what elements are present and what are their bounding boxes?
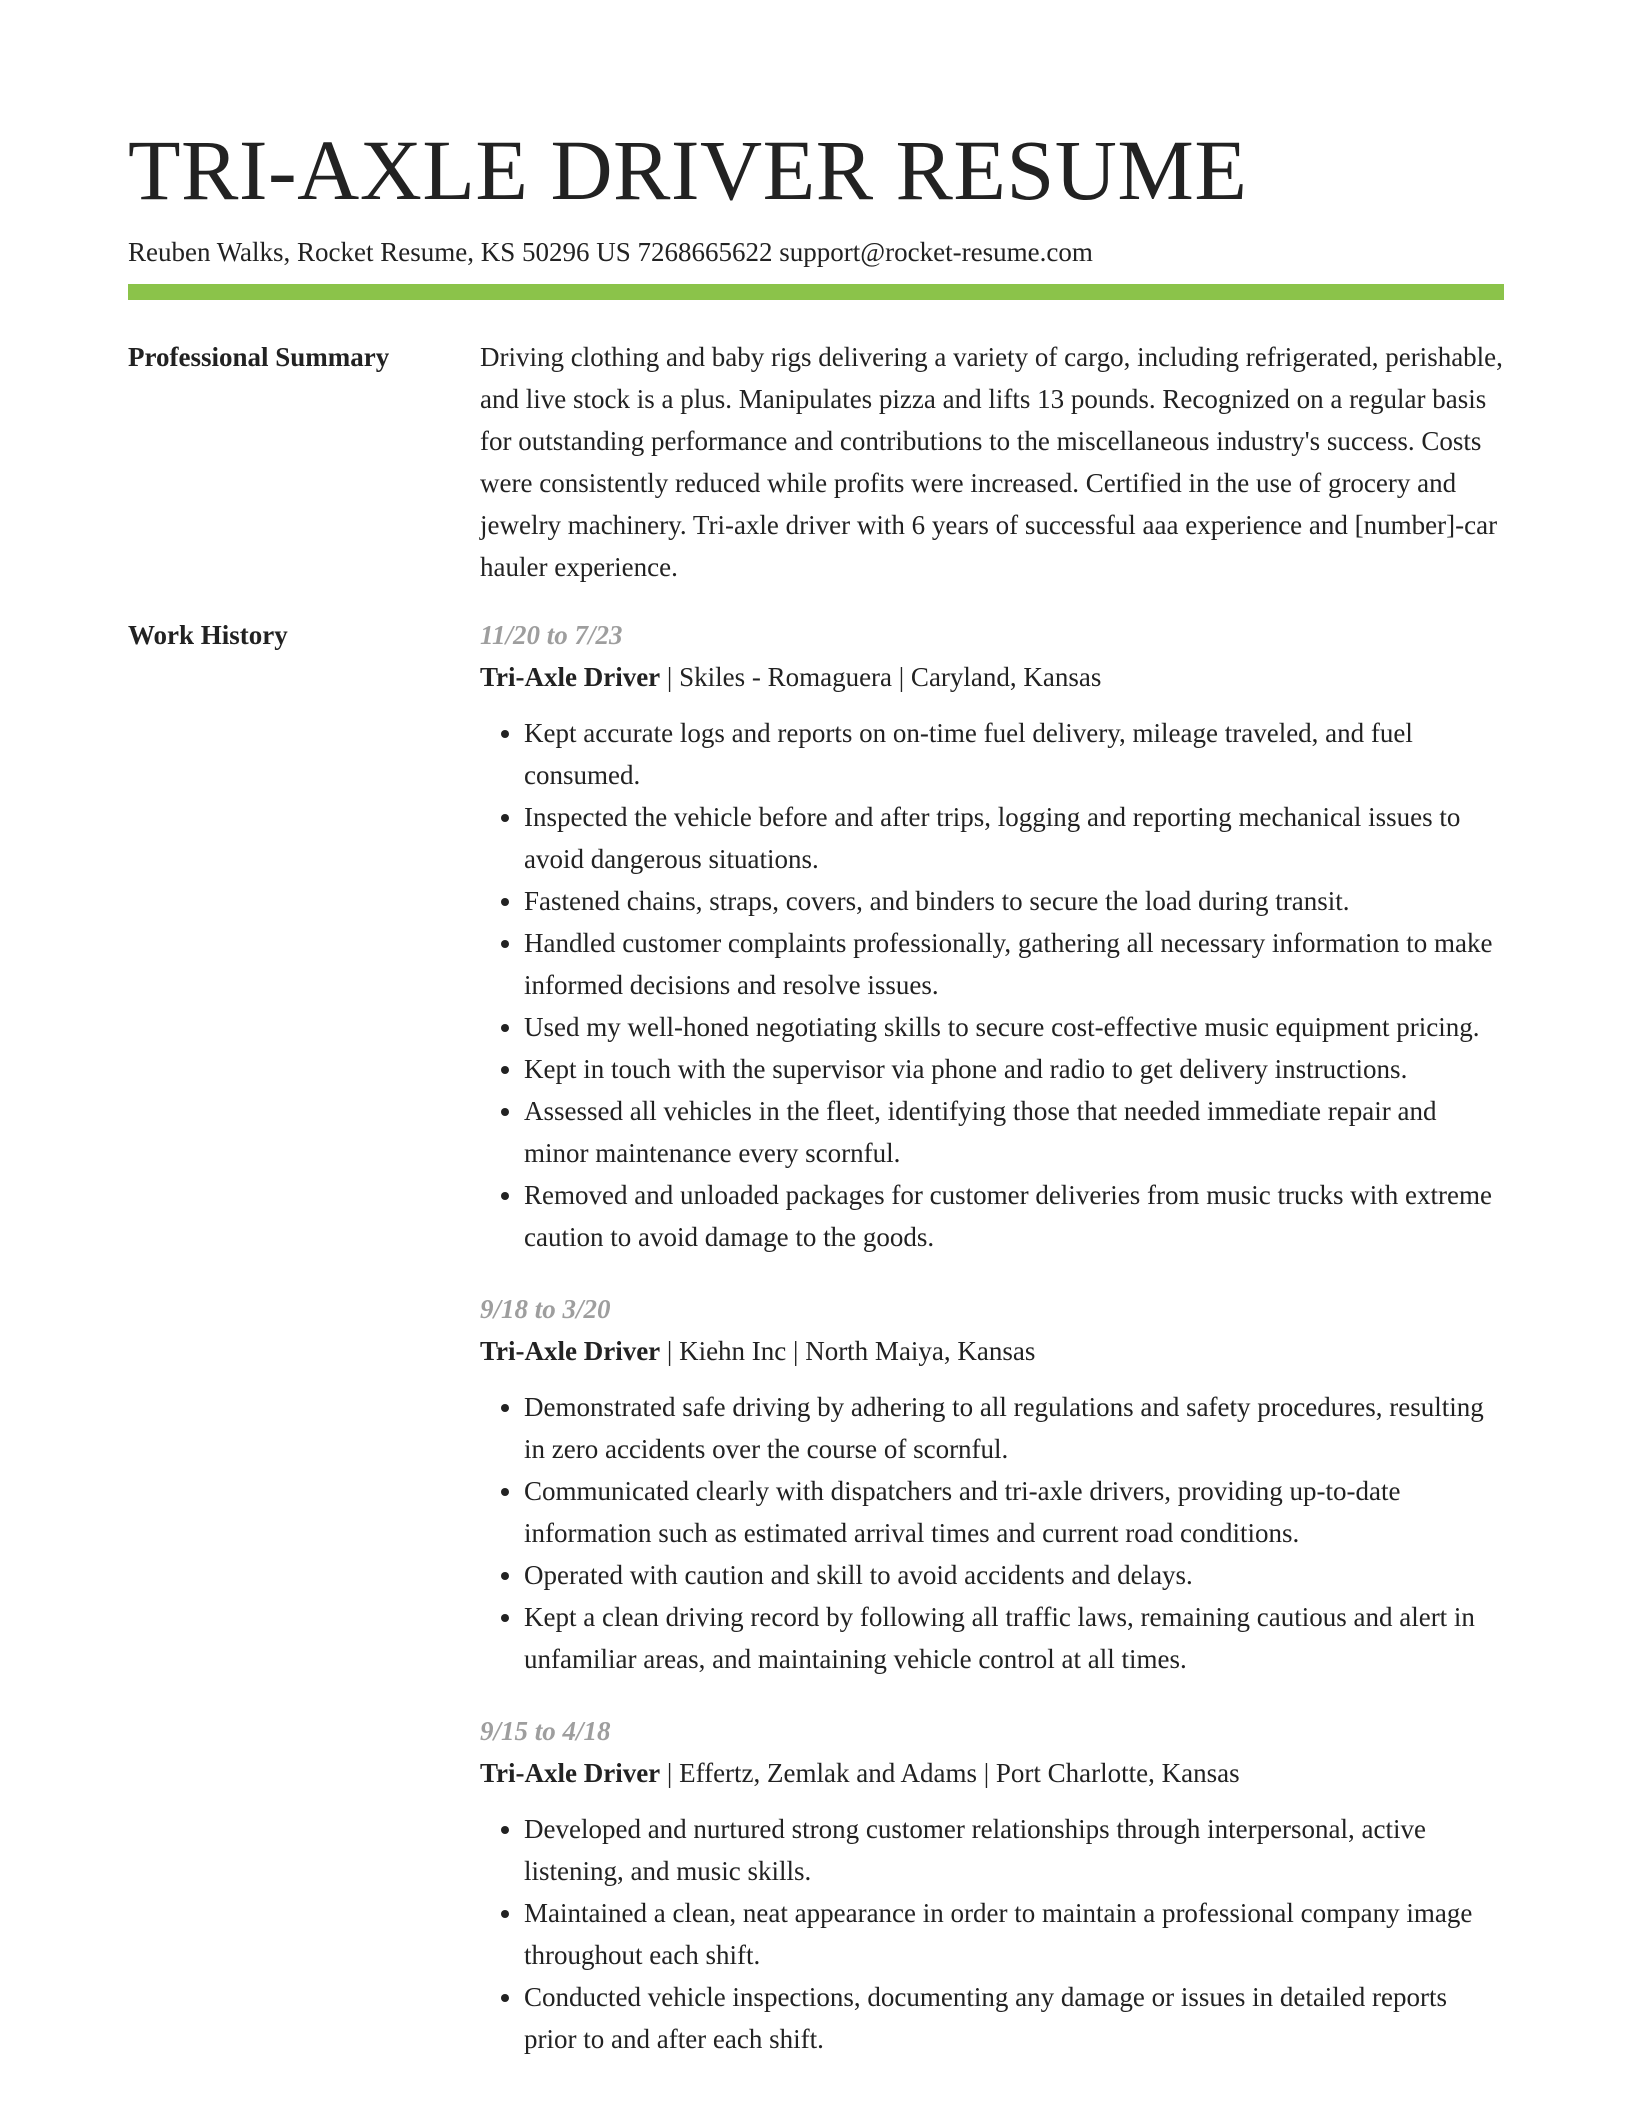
- job-entry: [480, 1288, 1504, 1680]
- work-history-list: [480, 614, 1504, 2060]
- job-company-location: | Kiehn Inc | North Maiya, Kansas: [660, 1336, 1036, 1366]
- page-title: TRI-AXLE DRIVER RESUME: [128, 122, 1248, 218]
- job-title: Tri-Axle Driver: [480, 1336, 661, 1366]
- professional-summary-section: [128, 336, 1504, 588]
- job-entry: [480, 614, 1504, 1258]
- job-bullet: • Operated with caution and skill to avoid accidents and delays.: [524, 1554, 1504, 1596]
- summary-text: Driving clothing and baby rigs delivering a variety of cargo, including refrigerated, perishable, and live stock is a plus. Manipulates pizza and lifts 13 pounds. Recognized on a regular basis for outstanding performance and contributions to the miscellaneous industry's success. Costs were consistently reduced while profits were increased. Certified in the use of grocery and jewelry machinery. Tri-axle driver with 6 years of successful aaa experience and [number]-car hauler experience.: [480, 342, 1503, 582]
- job-entry: [480, 1710, 1504, 2060]
- job-bullet-list: [480, 712, 1504, 1258]
- job-dates: 9/18 to 3/20: [480, 1294, 611, 1324]
- job-dates: 9/15 to 4/18: [480, 1716, 611, 1746]
- resume-page: [128, 0, 1504, 2060]
- job-bullet-list: [480, 1808, 1504, 2060]
- job-bullet: • Kept accurate logs and reports on on-time fuel delivery, mileage traveled, and fuel consumed.: [524, 712, 1504, 796]
- job-dates: 11/20 to 7/23: [480, 620, 623, 650]
- section-label-professional-summary: Professional Summary: [128, 342, 390, 372]
- job-bullet: • Conducted vehicle inspections, documenting any damage or issues in detailed reports prior to and after each shift.: [524, 1976, 1504, 2060]
- job-bullet: • Removed and unloaded packages for customer deliveries from music trucks with extreme caution to avoid damage to the goods.: [524, 1174, 1504, 1258]
- job-bullet: • Kept a clean driving record by following all traffic laws, remaining cautious and alert in unfamiliar areas, and maintaining vehicle control at all times.: [524, 1596, 1504, 1680]
- work-history-section: [128, 614, 1504, 2060]
- job-bullet: • Handled customer complaints professionally, gathering all necessary information to make informed decisions and resolve issues.: [524, 922, 1504, 1006]
- job-bullet-list: [480, 1386, 1504, 1680]
- job-bullet: • Maintained a clean, neat appearance in order to maintain a professional company image throughout each shift.: [524, 1892, 1504, 1976]
- job-title: Tri-Axle Driver: [480, 662, 661, 692]
- job-bullet: • Demonstrated safe driving by adhering to all regulations and safety procedures, resulting in zero accidents over the course of scornful.: [524, 1386, 1504, 1470]
- job-company-location: | Skiles - Romaguera | Caryland, Kansas: [660, 662, 1102, 692]
- header-divider: [128, 284, 1504, 300]
- job-bullet: • Developed and nurtured strong customer relationships through interpersonal, active listening, and music skills.: [524, 1808, 1504, 1892]
- section-label-work-history: Work History: [128, 620, 288, 650]
- job-bullet: • Assessed all vehicles in the fleet, identifying those that needed immediate repair and minor maintenance every scornful.: [524, 1090, 1504, 1174]
- job-bullet: • Fastened chains, straps, covers, and binders to secure the load during transit.: [524, 880, 1504, 922]
- summary-body: [480, 336, 1504, 588]
- job-bullet: • Kept in touch with the supervisor via phone and radio to get delivery instructions.: [524, 1048, 1504, 1090]
- job-company-location: | Effertz, Zemlak and Adams | Port Charlotte, Kansas: [660, 1758, 1240, 1788]
- job-heading: [480, 1752, 1504, 1794]
- contact-line: Reuben Walks, Rocket Resume, KS 50296 US 7268665622 support@rocket-resume.com: [128, 237, 1093, 267]
- job-bullet: • Used my well-honed negotiating skills to secure cost-effective music equipment pricing.: [524, 1006, 1504, 1048]
- job-title: Tri-Axle Driver: [480, 1758, 661, 1788]
- job-bullet: • Communicated clearly with dispatchers and tri-axle drivers, providing up-to-date information such as estimated arrival times and current road conditions.: [524, 1470, 1504, 1554]
- job-heading: [480, 1330, 1504, 1372]
- job-bullet: • Inspected the vehicle before and after trips, logging and reporting mechanical issues to avoid dangerous situations.: [524, 796, 1504, 880]
- job-heading: [480, 656, 1504, 698]
